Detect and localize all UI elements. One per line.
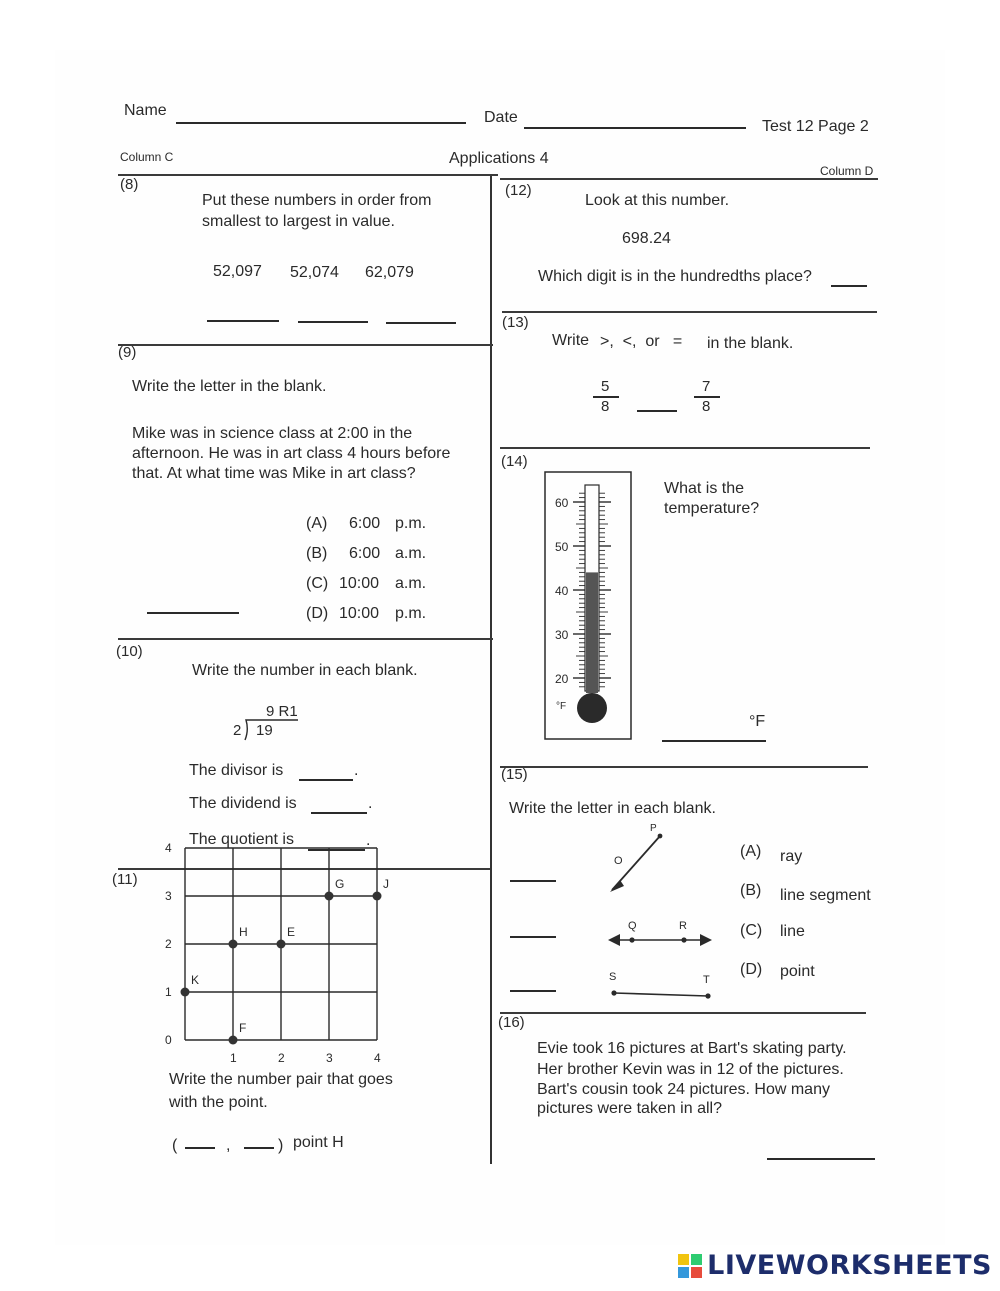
grid-point-e <box>277 940 286 949</box>
q15-choice-b-letter: (B) <box>740 882 762 899</box>
q15-answer-blank-2[interactable] <box>510 936 556 938</box>
q13-in-blank: in the blank. <box>707 335 794 352</box>
q15-choice-c-text: line <box>780 923 805 940</box>
thermometer-label-30: 30 <box>555 628 569 642</box>
q9-choice-b-letter: (B) <box>306 545 328 562</box>
q14-number: (14) <box>501 453 528 470</box>
grid-y-tick-label: 2 <box>165 937 172 951</box>
q15-divider <box>500 1012 866 1014</box>
thermometer-fill <box>586 572 598 693</box>
grid-x-tick-label: 4 <box>374 1051 381 1065</box>
q9-number: (9) <box>118 344 137 361</box>
q16-number: (16) <box>498 1014 525 1031</box>
q12-instruction: Look at this number. <box>585 192 730 209</box>
q12-number: (12) <box>505 182 532 199</box>
q9-answer-blank[interactable] <box>147 612 239 614</box>
liveworksheets-logo-icon <box>677 1253 703 1279</box>
q10-divisor-blank[interactable] <box>299 779 353 781</box>
header-divider-right <box>500 178 878 180</box>
q13-symbols: >, <, or = <box>600 333 683 350</box>
grid-point-label: H <box>239 925 248 939</box>
thermometer-label-20: 20 <box>555 672 569 686</box>
grid-x-tick-label: 3 <box>326 1051 333 1065</box>
q10-dividend-blank[interactable] <box>311 812 367 814</box>
division-bracket <box>243 718 303 742</box>
q12-question: Which digit is in the hundredths place? <box>538 268 812 285</box>
q15-answer-blank-1[interactable] <box>510 880 556 882</box>
q10-quotient-value: 9 R1 <box>266 703 298 720</box>
q9-text-line1: Mike was in science class at 2:00 in the <box>132 425 413 442</box>
q9-choice-a-period: p.m. <box>395 515 427 532</box>
q13-left-denominator: 8 <box>601 398 610 415</box>
q13-right-numerator: 7 <box>702 378 711 395</box>
q11-point-label: point H <box>293 1134 344 1151</box>
q10-number: (10) <box>116 643 143 660</box>
q13-divider <box>500 447 870 449</box>
q10-quotient-blank[interactable] <box>308 849 365 851</box>
grid-x-tick-label: 1 <box>230 1051 237 1065</box>
q10-quotient-label: The quotient is <box>189 831 294 848</box>
q9-choice-c-period: a.m. <box>395 575 427 592</box>
line-label-r: R <box>679 920 687 932</box>
line-label-q: Q <box>628 920 637 932</box>
grid-point-k <box>181 988 190 997</box>
q9-instruction: Write the letter in the blank. <box>132 378 327 395</box>
q12-value: 698.24 <box>622 230 671 247</box>
grid-point-label: F <box>239 1021 247 1035</box>
q8-answer-blank-3[interactable] <box>386 322 456 324</box>
q10-period-1: . <box>354 762 359 779</box>
grid-point-g <box>325 892 334 901</box>
ray-label-o: O <box>614 855 623 867</box>
q8-number-1: 52,097 <box>213 263 262 280</box>
q14-answer-unit: °F <box>749 713 766 730</box>
q14-question-line2: temperature? <box>664 500 760 517</box>
coordinate-grid <box>150 841 400 1073</box>
grid-point-label: E <box>287 925 296 939</box>
date-label: Date <box>484 109 518 126</box>
q9-choice-c-time: 10:00 <box>339 575 380 592</box>
q9-choice-d-time: 10:00 <box>339 605 380 622</box>
q13-write: Write <box>552 332 590 349</box>
grid-point-label: J <box>383 877 389 891</box>
q15-choice-d-letter: (D) <box>740 961 763 978</box>
q9-divider <box>118 638 493 640</box>
q9-choice-a-letter: (A) <box>306 515 328 532</box>
grid-y-tick-label: 3 <box>165 889 172 903</box>
grid-point-label: G <box>335 877 345 891</box>
q13-number: (13) <box>502 314 529 331</box>
q11-y-blank[interactable] <box>244 1147 274 1149</box>
liveworksheets-logo[interactable] <box>677 1250 992 1281</box>
page-title: Applications 4 <box>449 150 549 167</box>
q15-number: (15) <box>501 766 528 783</box>
q9-choice-d-period: p.m. <box>395 605 427 622</box>
q13-left-numerator: 5 <box>601 378 610 395</box>
q11-open-paren: ( <box>172 1137 178 1154</box>
q10-divisor-value: 2 <box>233 722 242 739</box>
q15-choice-c-letter: (C) <box>740 922 763 939</box>
q15-choice-a-text: ray <box>780 848 803 865</box>
test-label: Test 12 Page 2 <box>762 118 869 135</box>
q8-number-3: 62,079 <box>365 264 414 281</box>
q8-number: (8) <box>120 176 139 193</box>
q15-instruction: Write the letter in each blank. <box>509 800 716 817</box>
q12-divider <box>502 311 877 313</box>
q10-divisor-label: The divisor is <box>189 762 284 779</box>
q10-instruction: Write the number in each blank. <box>192 662 418 679</box>
thermometer-unit: °F <box>556 701 567 712</box>
q15-choice-d-text: point <box>780 963 815 980</box>
q8-instruction-line1: Put these numbers in order from <box>202 192 432 209</box>
q9-choice-b-period: a.m. <box>395 545 427 562</box>
q9-choice-d-letter: (D) <box>306 605 329 622</box>
q14-question-line1: What is the <box>664 480 745 497</box>
q9-choice-b-time: 6:00 <box>349 545 381 562</box>
q12-answer-blank[interactable] <box>831 285 867 287</box>
q15-answer-blank-3[interactable] <box>510 990 556 992</box>
q10-period-3: . <box>366 832 371 849</box>
thermometer-label-40: 40 <box>555 584 569 598</box>
date-blank[interactable] <box>524 127 746 129</box>
grid-x-tick-label: 2 <box>278 1051 285 1065</box>
q9-choice-a-time: 6:00 <box>349 515 381 532</box>
q16-text-line4: pictures were taken in all? <box>537 1100 722 1117</box>
q11-instruction-line1: Write the number pair that goes <box>169 1071 393 1088</box>
grid-point-h <box>229 940 238 949</box>
grid-y-tick-label: 0 <box>165 1033 172 1047</box>
q14-answer-blank[interactable] <box>662 740 766 742</box>
segment-label-s: S <box>609 971 617 983</box>
name-label: Name <box>124 102 167 119</box>
q13-answer-blank[interactable] <box>637 410 677 412</box>
q16-text-line2: Her brother Kevin was in 12 of the pictures. <box>537 1061 844 1078</box>
thermometer-label-60: 60 <box>555 496 569 510</box>
q9-choice-c-letter: (C) <box>306 575 329 592</box>
q8-instruction-line2: smallest to largest in value. <box>202 213 395 230</box>
q11-comma: , <box>226 1137 231 1154</box>
thermometer-label-50: 50 <box>555 540 569 554</box>
grid-point-j <box>373 892 382 901</box>
q11-instruction-line2: with the point. <box>169 1094 268 1111</box>
grid-y-tick-label: 4 <box>165 841 172 855</box>
q10-dividend-label: The dividend is <box>189 795 297 812</box>
q11-close-paren: ) <box>278 1137 284 1154</box>
q15-choice-a-letter: (A) <box>740 843 762 860</box>
q9-text-line3: that. At what time was Mike in art class? <box>132 465 416 482</box>
q11-number: (11) <box>112 871 138 888</box>
grid-y-tick-label: 1 <box>165 985 172 999</box>
q13-right-denominator: 8 <box>702 398 711 415</box>
q8-number-2: 52,074 <box>290 264 339 281</box>
q11-x-blank[interactable] <box>185 1147 215 1149</box>
q16-text-line1: Evie took 16 pictures at Bart's skating party. <box>537 1040 847 1057</box>
ray-label-p: P <box>650 823 657 834</box>
q8-answer-blank-1[interactable] <box>207 320 279 322</box>
name-blank[interactable] <box>176 122 466 124</box>
column-d-label: Column D <box>820 164 874 178</box>
column-c-label: Column C <box>120 150 174 164</box>
q10-dividend-value: 19 <box>256 722 273 739</box>
q8-answer-blank-2[interactable] <box>298 321 368 323</box>
grid-point-label: K <box>191 973 200 987</box>
grid-point-f <box>229 1036 238 1045</box>
q10-period-2: . <box>368 795 373 812</box>
q8-divider <box>118 344 493 346</box>
q14-divider <box>500 766 868 768</box>
segment-label-t: T <box>703 974 710 986</box>
header-divider-left <box>118 174 498 176</box>
q9-text-line2: afternoon. He was in art class 4 hours before <box>132 445 451 462</box>
column-divider <box>490 176 492 1164</box>
q16-answer-blank[interactable] <box>767 1158 875 1160</box>
liveworksheets-logo-text: LIVEWORKSHEETS <box>707 1250 992 1281</box>
q15-choice-b-text: line segment <box>780 887 871 904</box>
q16-text-line3: Bart's cousin took 24 pictures. How many <box>537 1081 830 1098</box>
